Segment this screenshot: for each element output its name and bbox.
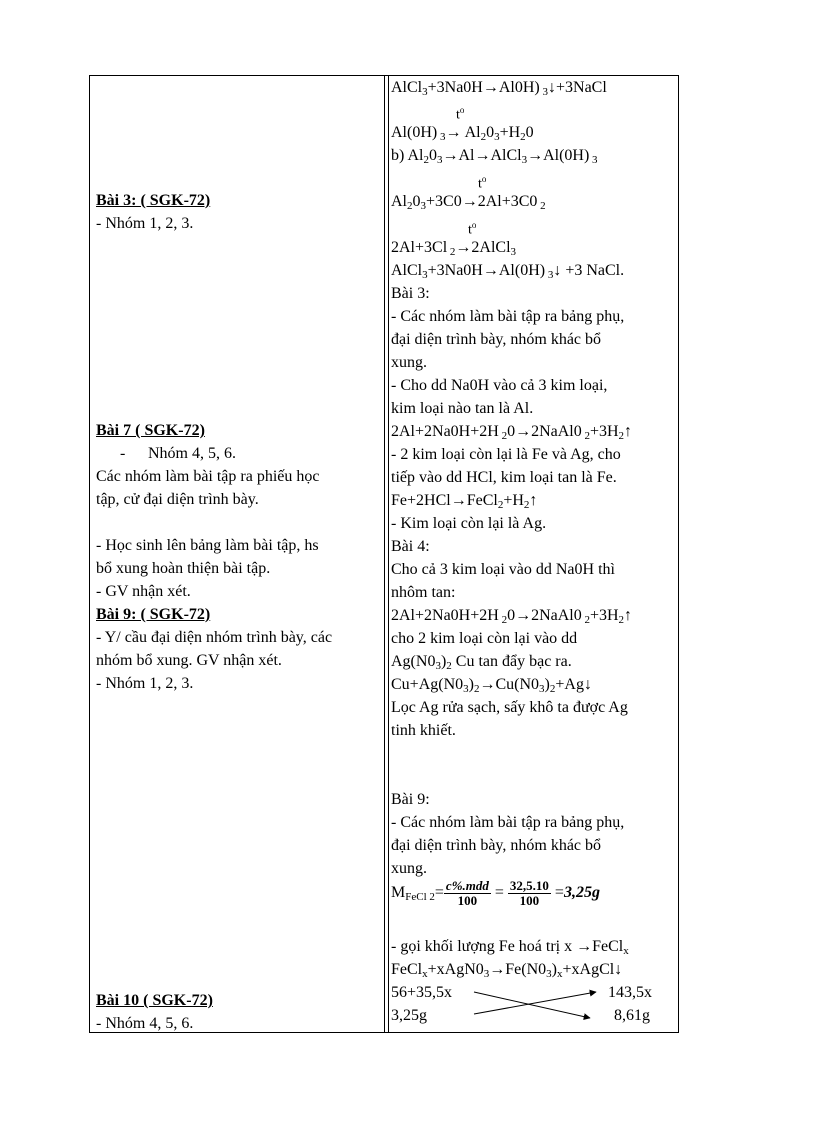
arrow-down-icon: ↓ [614, 961, 623, 978]
bai3-line-8: - Kim loại còn lại là Ag. [391, 515, 547, 532]
bai9-text-2: nhóm bổ xung. GV nhận xét. [96, 652, 282, 669]
student-text-2: bổ xung hoàn thiện bài tập. [96, 560, 271, 577]
mass-formula: $M_{FeCl 2}=$ $\frac{\text{c\%.mdd}}{100}$ = $\frac{32,5.10}{100}$ =3,25g [391, 877, 600, 908]
teacher-comment: - GV nhận xét. [96, 583, 191, 600]
bai9-group: - Nhóm 1, 2, 3. [96, 675, 194, 692]
bai7-group: Nhóm 4, 5, 6. [148, 445, 236, 462]
column-divider-double [388, 76, 389, 1032]
arrow-down-icon: ↓ [583, 676, 592, 693]
bai4-line-2: nhôm tan: [391, 584, 456, 601]
arrow-right-icon: → [489, 961, 506, 978]
bai3-heading: Bài 3: [391, 285, 430, 302]
bai3-line-1: - Các nhóm làm bài tập ra bảng phụ, [391, 308, 625, 325]
bai3-line-6: - 2 kim loại còn lại là Fe và Ag, cho [391, 446, 621, 463]
bai9-heading: Bài 9: [391, 791, 430, 808]
bai7-dash: - [120, 445, 126, 462]
heat-label-1: $t^o$ [456, 105, 465, 123]
eq-al2o3-co: $Al_20_3+3C0\to 2Al+3C0$ $_2$ [391, 193, 546, 212]
arrow-right-icon: → [527, 147, 544, 164]
eq-al-naoh-2: 2Al+2Na0H+2H $_2$0→2NaAl0 $_2+3H_2↑$ [391, 607, 633, 626]
bai4-line-5: Lọc Ag rửa sạch, sấy khô ta được Ag [391, 699, 628, 716]
arrow-right-icon: → [482, 262, 499, 279]
eq-al-cl2: 2Al+3Cl $_2$→2AlCl$_3$ [391, 239, 517, 258]
arrow-right-icon: → [576, 938, 593, 955]
lesson-table [89, 75, 679, 1033]
arrow-right-icon: → [450, 492, 467, 509]
bai3-line-4: - Cho dd Na0H vào cả 3 kim loại, [391, 377, 608, 394]
ratio-row-1-left: 56+35,5x [391, 984, 453, 1001]
gas-up-arrow-icon: ↑ [624, 423, 633, 440]
arrow-right-icon: → [445, 124, 462, 141]
cross-ratio-arrows [470, 984, 600, 1024]
arrow-right-icon: → [442, 147, 459, 164]
bai7-text-1: Các nhóm làm bài tập ra phiếu học [96, 468, 320, 485]
arrow-right-icon: → [515, 423, 532, 440]
arrow-down-icon: ↓ [553, 262, 562, 279]
bai4-line-1: Cho cả 3 kim loại vào dd Na0H thì [391, 561, 615, 578]
bai3-group: - Nhóm 1, 2, 3. [96, 215, 194, 232]
gas-up-arrow-icon: ↑ [624, 607, 633, 624]
cross-arrow-up [474, 992, 596, 1014]
bai9-text-1: - Y/ cầu đại diện nhóm trình bày, các [96, 629, 333, 646]
bai4-line-3: cho 2 kim loại còn lại vào dd [391, 630, 578, 647]
arrow-down-icon: ↓ [548, 79, 556, 96]
eq-chain-b: b) $Al_20_3\to Al\to AlCl_3\to Al(0H)$ $_3$ [391, 147, 598, 166]
arrow-right-icon: → [482, 79, 499, 96]
ratio-row-2-right: 8,61g [614, 1007, 650, 1024]
eq-alcl3-naoh-2: AlCl$_3$+3Na0H→Al(0H) $_3$↓ +3 NaCl. [391, 262, 625, 281]
heat-label-3: $t^o$ [468, 220, 477, 238]
bai7-text-2: tập, cử đại diện trình bày. [96, 491, 259, 508]
ratio-row-1-right: 143,5x [608, 984, 652, 1001]
bai9-title: Bài 9: ( SGK-72) [96, 606, 211, 623]
bai7-title: Bài 7 ( SGK-72) [96, 422, 205, 439]
arrow-right-icon: → [515, 607, 532, 624]
ratio-row-2-left: 3,25g [391, 1007, 427, 1024]
eq-aloh-decompose: Al(0H) $_3\to Al_20_3+H_20$ [391, 124, 534, 143]
fraction-1: $\frac{\text{c\%.mdd}}{100}$ [445, 877, 489, 908]
bai4-line-4: $Ag(N0_3)_2$ Cu tan đẩy bạc ra. [391, 653, 572, 672]
eq-alcl3-naoh: AlCl$_3$+3Na0H→Al0H) $_3$↓+3NaCl [391, 79, 607, 98]
bai9-line-1: - Các nhóm làm bài tập ra bảng phụ, [391, 814, 625, 831]
bai3-line-5: kim loại nào tan là Al. [391, 400, 534, 417]
bai3-line-2: đại diện trình bày, nhóm khác bổ [391, 331, 602, 348]
goi-line: - gọi khối lượng Fe hoá trị x →FeCl$_x$ [391, 938, 629, 957]
bai10-group: - Nhóm 4, 5, 6. [96, 1015, 194, 1032]
arrow-right-icon: → [461, 193, 478, 210]
bai9-line-2: đại diện trình bày, nhóm khác bổ [391, 837, 602, 854]
arrow-right-icon: → [474, 147, 491, 164]
bai4-heading: Bài 4: [391, 538, 430, 555]
eq-fe-hcl: $Fe+2HCl\to FeCl_2+H_2↑$ [391, 492, 538, 511]
eq-fecl-agno3: $FeCl_x+xAgN0_3\to Fe(N0_3)_x+xAgCl↓$ [391, 961, 623, 980]
arrow-right-icon: → [479, 676, 496, 693]
bai10-title: Bài 10 ( SGK-72) [96, 992, 213, 1009]
heat-label-2: $t^o$ [478, 174, 487, 192]
eq-cu-agno3: $Cu+Ag(N0_3)_2\to Cu(N0_3)_2+Ag↓$ [391, 676, 592, 695]
student-text-1: - Học sinh lên bảng làm bài tập, hs [96, 537, 319, 554]
arrow-right-icon: → [455, 239, 472, 256]
bai3-line-7: tiếp vào dd HCl, kim loại tan là Fe. [391, 469, 617, 486]
bai3-title: Bài 3: ( SGK-72) [96, 192, 211, 209]
bai4-line-6: tinh khiết. [391, 722, 456, 739]
bai9-line-3: xung. [391, 860, 427, 877]
column-divider [384, 76, 385, 1032]
gas-up-arrow-icon: ↑ [529, 492, 538, 509]
fraction-2: $\frac{32,5.10}{100}$ [509, 877, 549, 908]
bai3-line-3: xung. [391, 354, 427, 371]
eq-al-naoh: 2Al+2Na0H+2H $_2$0→2NaAl0 $_2+3H_2↑$ [391, 423, 633, 442]
